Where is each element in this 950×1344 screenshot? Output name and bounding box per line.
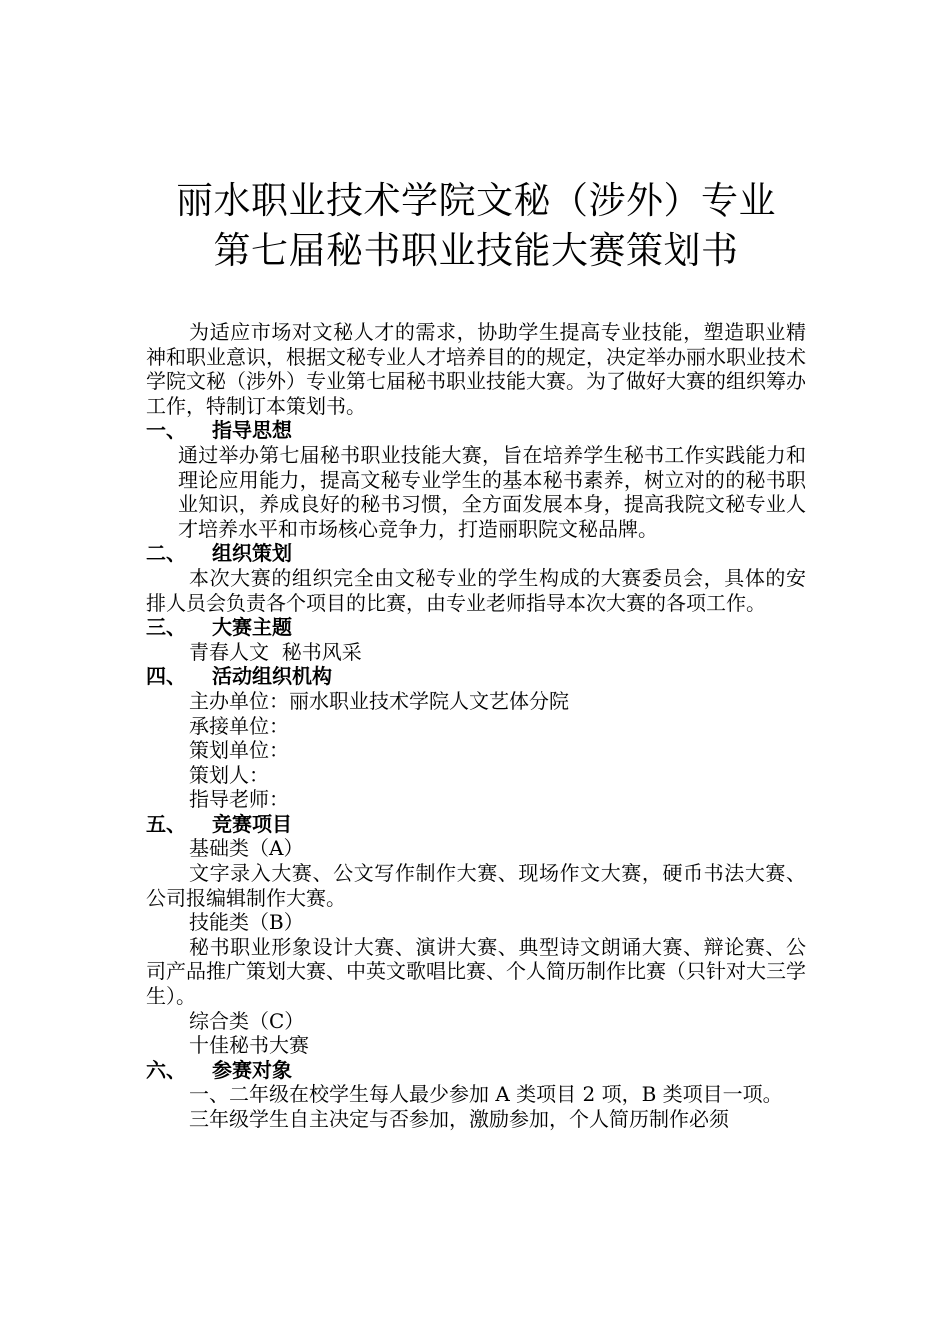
section-title: 活动组织机构 bbox=[212, 664, 332, 689]
section-title: 大赛主题 bbox=[212, 615, 292, 640]
document-title-line1: 丽水职业技术学院文秘（涉外）专业 bbox=[176, 179, 776, 222]
section-number: 二、 bbox=[146, 541, 186, 566]
section-heading-5 bbox=[146, 812, 806, 837]
section-2-text: 本次大赛的组织完全由文秘专业的学生构成的大赛委员会，具体的安排人员会负责各个项目的比赛，由专业老师指导本次大赛的各项工作。 bbox=[146, 565, 806, 615]
section-title: 指导思想 bbox=[212, 418, 292, 443]
section-6-paragraph-2: 三年级学生自主决定与否参加，激励参加，个人简历制作必须 bbox=[189, 1107, 729, 1131]
section-heading-4 bbox=[146, 664, 806, 689]
section-number: 四、 bbox=[146, 664, 186, 689]
planning-unit-line: 策划单位： bbox=[189, 738, 289, 763]
section-3-text: 青春人文 秘书风采 bbox=[189, 639, 362, 664]
category-a-label: 基础类（A） bbox=[189, 836, 304, 861]
section-heading-3 bbox=[146, 615, 806, 640]
category-b-text: 秘书职业形象设计大赛、演讲大赛、典型诗文朗诵大赛、辩论赛、公司产品推广策划大赛、中英文歌唱比赛、个人简历制作比赛（只针对大三学生）。 bbox=[146, 934, 806, 1009]
section-number: 三、 bbox=[146, 615, 186, 640]
section-number: 六、 bbox=[146, 1057, 186, 1082]
section-heading-2 bbox=[146, 541, 806, 566]
section-6-paragraph-1: 一、二年级在校学生每人最少参加 A 类项目 2 项，B 类项目一项。 bbox=[189, 1082, 783, 1107]
intro-paragraph: 为适应市场对文秘人才的需求，协助学生提高专业技能，塑造职业精神和职业意识，根据文秘专业人才培养目的的规定，决定举办丽水职业技术学院文秘（涉外）专业第七届秘书职业技能大赛。为了做好大赛的组织筹办工作，特制订本策划书。 bbox=[146, 320, 806, 418]
document-title-line2: 第七届秘书职业技能大赛策划书 bbox=[213, 229, 739, 272]
planner-line: 策划人： bbox=[189, 762, 269, 787]
section-number: 一、 bbox=[146, 418, 186, 443]
section-number: 五、 bbox=[146, 811, 186, 836]
section-title: 竞赛项目 bbox=[212, 811, 292, 836]
section-1-text: 通过举办第七届秘书职业技能大赛，旨在培养学生秘书工作实践能力和理论应用能力，提高文秘专业学生的基本秘书素养，树立对的的秘书职业知识，养成良好的秘书习惯，全方面发展本身，提高我院文秘专业人才培养水平和市场核心竞争力，打造丽职院文秘品牌。 bbox=[178, 442, 806, 541]
category-c-label: 综合类（C） bbox=[189, 1008, 305, 1033]
category-b-label: 技能类（B） bbox=[189, 910, 304, 935]
section-title: 组织策划 bbox=[212, 541, 292, 566]
category-a-text: 文字录入大赛、公文写作制作大赛、现场作文大赛，硬币书法大赛、公司报编辑制作大赛。 bbox=[146, 861, 806, 910]
organizer-line: 主办单位：丽水职业技术学院人文艺体分院 bbox=[189, 688, 569, 713]
category-c-text: 十佳秘书大赛 bbox=[189, 1033, 309, 1058]
document-body bbox=[146, 320, 806, 1132]
advisor-line: 指导老师： bbox=[189, 787, 289, 812]
undertaker-line: 承接单位： bbox=[189, 713, 289, 738]
section-title: 参赛对象 bbox=[212, 1057, 292, 1082]
section-heading-1 bbox=[146, 418, 806, 443]
section-heading-6 bbox=[146, 1058, 806, 1083]
